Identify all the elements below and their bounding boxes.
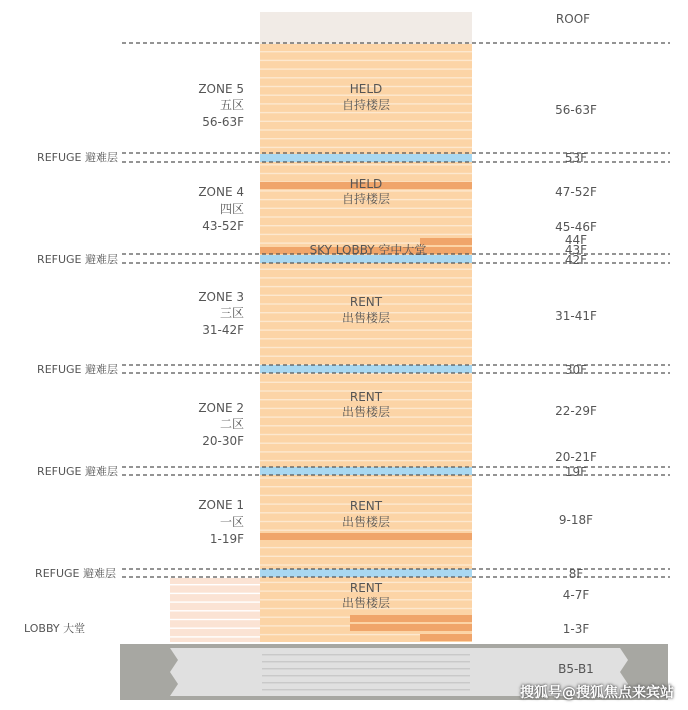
floor-label-b5-b1: B5-B1 <box>558 662 594 676</box>
zone-1-label <box>198 498 244 546</box>
floor-label-19f: 19F <box>564 465 588 479</box>
zone-3-use-en: RENT <box>349 295 383 309</box>
roof-block <box>260 12 472 44</box>
zone-5-label <box>198 82 244 129</box>
refuge-label-8f: REFUGE 避难层 <box>35 567 116 580</box>
refuge-band-8f <box>260 569 472 577</box>
zone-1-use-en: RENT <box>349 499 383 513</box>
floor-stripe <box>170 601 260 602</box>
tower-body <box>260 44 472 642</box>
zone-range: 56-63F <box>202 115 244 129</box>
floor-stripe <box>260 234 472 235</box>
floor-stripe <box>260 356 472 357</box>
accent-band-44f <box>420 238 472 245</box>
floor-stripe <box>170 619 260 620</box>
refuge-label-42f: REFUGE 避难层 <box>37 253 118 266</box>
floor-stripe <box>260 451 472 452</box>
floor-stripe <box>260 434 472 435</box>
zone-4-use-en: HELD <box>349 177 383 191</box>
accent-band-zone1 <box>260 533 472 540</box>
refuge-label-30f: REFUGE 避难层 <box>37 363 118 376</box>
floor-stripe <box>170 610 260 611</box>
floor-stripe <box>262 661 470 662</box>
podium-use-cn: 出售楼层 <box>341 596 391 610</box>
zone-3-label <box>198 290 244 337</box>
lobby-podium <box>170 578 260 642</box>
accent-band-podium-a <box>350 615 472 622</box>
floor-stripe <box>260 173 472 174</box>
floor-stripe <box>260 425 472 426</box>
floor-stripe <box>260 530 472 531</box>
zone-name: ZONE 5 <box>198 82 244 96</box>
podium-use-en: RENT <box>349 581 383 595</box>
floor-stripe <box>260 477 472 478</box>
floor-stripe <box>260 486 472 487</box>
floor-label-20-21f: 20-21F <box>555 450 597 464</box>
sky-lobby-label: SKY LOBBY 空中大堂 <box>309 243 427 257</box>
floor-stripe <box>262 682 470 683</box>
zone-1-use-cn: 出售楼层 <box>341 515 391 529</box>
floor-stripe <box>262 654 470 655</box>
floor-stripe <box>260 286 472 287</box>
floor-stripe <box>260 121 472 122</box>
zone-5-use-en: HELD <box>349 82 383 96</box>
floor-label-45-46f: 45-46F <box>555 220 597 234</box>
floor-stripe <box>170 628 260 629</box>
floor-stripe <box>260 208 472 209</box>
zone-name: ZONE 4 <box>198 185 244 199</box>
floor-stripe <box>260 329 472 330</box>
zone-cn: 二区 <box>219 417 244 431</box>
accent-band-podium-b <box>350 624 472 631</box>
zone-name: ZONE 3 <box>198 290 244 304</box>
floor-stripe <box>260 68 472 69</box>
refuge-band-19f <box>260 467 472 475</box>
floor-stripe <box>260 129 472 130</box>
floor-stripe <box>260 347 472 348</box>
refuge-band-30f <box>260 365 472 373</box>
floor-stripe <box>260 112 472 113</box>
floor-label-9-18f: 9-18F <box>558 513 594 527</box>
zone-name: ZONE 1 <box>198 498 244 512</box>
floor-label-1-3f: 1-3F <box>562 622 590 636</box>
floor-stripe <box>260 556 472 557</box>
floor-label-47-52f: 47-52F <box>555 185 597 199</box>
zone-range: 31-42F <box>202 323 244 337</box>
roof-label: ROOF <box>555 12 591 26</box>
floor-stripe <box>260 564 472 565</box>
zone-cn: 三区 <box>219 306 244 320</box>
floor-stripe <box>260 460 472 461</box>
floor-label-31-41f: 31-41F <box>555 309 597 323</box>
lobby-label: LOBBY 大堂 <box>24 622 86 635</box>
floor-stripe <box>260 147 472 148</box>
floor-label-22-29f: 22-29F <box>555 404 597 418</box>
refuge-label-53f: REFUGE 避难层 <box>37 151 118 164</box>
watermark: 搜狐号@搜狐焦点来宾站 <box>520 685 674 701</box>
floor-stripe <box>260 216 472 217</box>
floor-stripe <box>260 277 472 278</box>
floor-stripe <box>260 225 472 226</box>
floor-stripe <box>260 51 472 52</box>
floor-stripe <box>170 584 260 585</box>
floor-stripe <box>260 382 472 383</box>
floor-stripe <box>170 593 260 594</box>
floor-stripe <box>260 77 472 78</box>
floor-stripe <box>260 138 472 139</box>
floor-label-56-63f: 56-63F <box>555 103 597 117</box>
floor-stripe <box>260 443 472 444</box>
floor-stripe <box>170 636 260 637</box>
zone-2-use-en: RENT <box>349 390 383 404</box>
refuge-band-53f <box>260 154 472 162</box>
floor-stripe <box>260 164 472 165</box>
zone-cn: 一区 <box>219 515 244 529</box>
floor-label-42f: 42F <box>564 253 588 267</box>
accent-band-podium-c <box>420 634 472 641</box>
zone-4-label <box>198 185 244 233</box>
zone-cn: 四区 <box>219 202 244 216</box>
floor-stripe <box>260 338 472 339</box>
floor-stripe <box>260 547 472 548</box>
zone-4-use-cn: 自持楼层 <box>341 192 391 206</box>
zone-range: 20-30F <box>202 434 244 448</box>
floor-label-4-7f: 4-7F <box>562 588 590 602</box>
refuge-label-19f: REFUGE 避难层 <box>37 465 118 478</box>
floor-label-30f: 30F <box>564 363 588 377</box>
floor-stripe <box>260 495 472 496</box>
zone-2-use-cn: 出售楼层 <box>341 405 391 419</box>
zone-name: ZONE 2 <box>198 401 244 415</box>
floor-label-8f: 8F <box>568 567 584 581</box>
zone-range: 43-52F <box>202 219 244 233</box>
floor-label-44f: 44F <box>564 233 588 247</box>
floor-label-53f: 53F <box>564 151 588 165</box>
zone-3-use-cn: 出售楼层 <box>341 311 391 325</box>
floor-stripe <box>260 269 472 270</box>
floor-stripe <box>262 668 470 669</box>
floor-label-43f: 43F <box>564 243 588 257</box>
zone-2-label <box>198 401 244 448</box>
floor-stripe <box>260 60 472 61</box>
zone-5-use-cn: 自持楼层 <box>341 98 391 112</box>
floor-stripe <box>262 675 470 676</box>
zone-cn: 五区 <box>219 98 244 112</box>
zone-range: 1-19F <box>209 532 244 546</box>
floor-stripe <box>262 689 470 690</box>
